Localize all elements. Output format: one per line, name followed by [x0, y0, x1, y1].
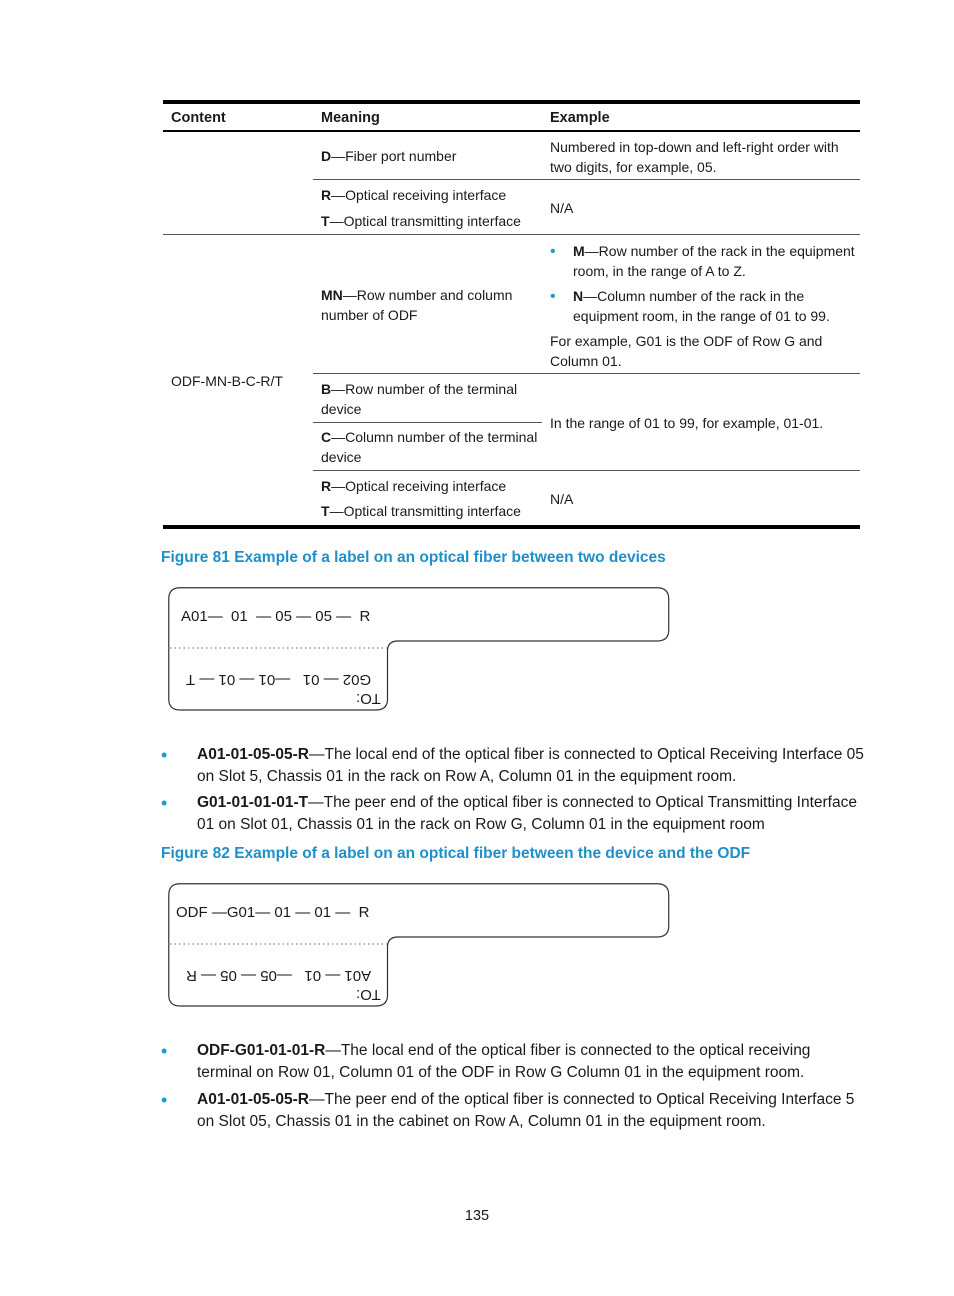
row3-meaning: MN—Row number and column number of ODF: [321, 287, 513, 323]
figure81-label-diagram: [168, 587, 670, 711]
row-divider: [313, 179, 860, 180]
row5-meaning-r: R—Optical receiving interface: [321, 478, 507, 494]
row2-example: N/A: [550, 200, 574, 216]
bullet-dot: •: [550, 243, 556, 260]
figure82-label-diagram: [168, 883, 670, 1007]
bullet-paragraph: ODF-G01-01-01-R—The local end of the optical fiber is connected to the optical receiving terminal on Row 01, Column 01 of the ODF in Row G Column 01 in the equipment room.: [197, 1042, 811, 1081]
label-to-text-inverted: TO:: [356, 690, 381, 707]
row-divider: [313, 422, 542, 423]
bullet-dot: •: [161, 745, 168, 765]
label-to-text-inverted: TO:: [356, 986, 381, 1003]
table-bottom-rule: [163, 525, 860, 529]
label-top-text: ODF —G01— 01 — 01 — R: [176, 904, 370, 921]
row1-example: Numbered in top-down and left-right order with two digits, for example, 05.: [550, 139, 839, 175]
bullet-dot: •: [161, 1090, 168, 1110]
row5-example: N/A: [550, 491, 574, 507]
row5-meaning-t: T—Optical transmitting interface: [321, 503, 521, 519]
row4-meaning-c: C—Column number of the terminal device: [321, 429, 538, 465]
row2-meaning-t: T—Optical transmitting interface: [321, 213, 521, 229]
header-content: Content: [171, 110, 226, 126]
label-bottom-text-inverted: G02 — 01 —01 — 01 — T: [186, 671, 372, 688]
row4-example: In the range of 01 to 99, for example, 01-01.: [550, 415, 824, 431]
header-example: Example: [550, 110, 610, 126]
row3-example-n: N—Column number of the rack in the equipment room, in the range of 01 to 99.: [573, 288, 830, 324]
figure81-caption: Figure 81 Example of a label on an optical fiber between two devices: [161, 549, 666, 566]
row2-meaning-r: R—Optical receiving interface: [321, 187, 507, 203]
label-outline: [168, 587, 670, 711]
label-top-text: A01— 01 — 05 — 05 — R: [181, 608, 371, 625]
figure82-caption: Figure 82 Example of a label on an optical fiber between the device and the ODF: [161, 845, 751, 862]
row3-example-tail: For example, G01 is the ODF of Row G and Column 01.: [550, 333, 823, 369]
row3-example-m: M—Row number of the rack in the equipment room, in the range of A to Z.: [573, 243, 855, 279]
odf-content-label: ODF-MN-B-C-R/T: [171, 373, 283, 389]
header-rule: [163, 130, 860, 132]
row4-meaning-b: B—Row number of the terminal device: [321, 381, 518, 417]
bullet-paragraph: A01-01-05-05-R—The local end of the optical fiber is connected to Optical Receiving Interface 05 on Slot 5, Chassis 01 in the rack on Row A, Column 01 in the equipment room.: [197, 746, 864, 785]
row1-meaning: D—Fiber port number: [321, 148, 457, 164]
header-meaning: Meaning: [321, 110, 380, 126]
row-divider: [313, 470, 860, 471]
row-divider: [313, 373, 860, 374]
bullet-paragraph: G01-01-01-01-T—The peer end of the optical fiber is connected to Optical Transmitting Interface 01 on Slot 01, Chassis 01 in the rack on Row G, Column 01 in the equipment room: [197, 794, 857, 833]
bullet-dot: •: [161, 1041, 168, 1061]
label-outline: [168, 883, 670, 1007]
label-bottom-text-inverted: A01 — 01 —05 — 05 — R: [186, 967, 372, 984]
bullet-paragraph: A01-01-05-05-R—The peer end of the optical fiber is connected to Optical Receiving Interface 5 on Slot 05, Chassis 01 in the cabinet on Row A, Column 01 in the equipment room.: [197, 1091, 855, 1130]
page-number: 135: [464, 1208, 490, 1224]
table-top-rule: [163, 100, 860, 104]
bullet-dot: •: [550, 288, 556, 305]
row-divider: [163, 234, 860, 235]
bullet-dot: •: [161, 793, 168, 813]
